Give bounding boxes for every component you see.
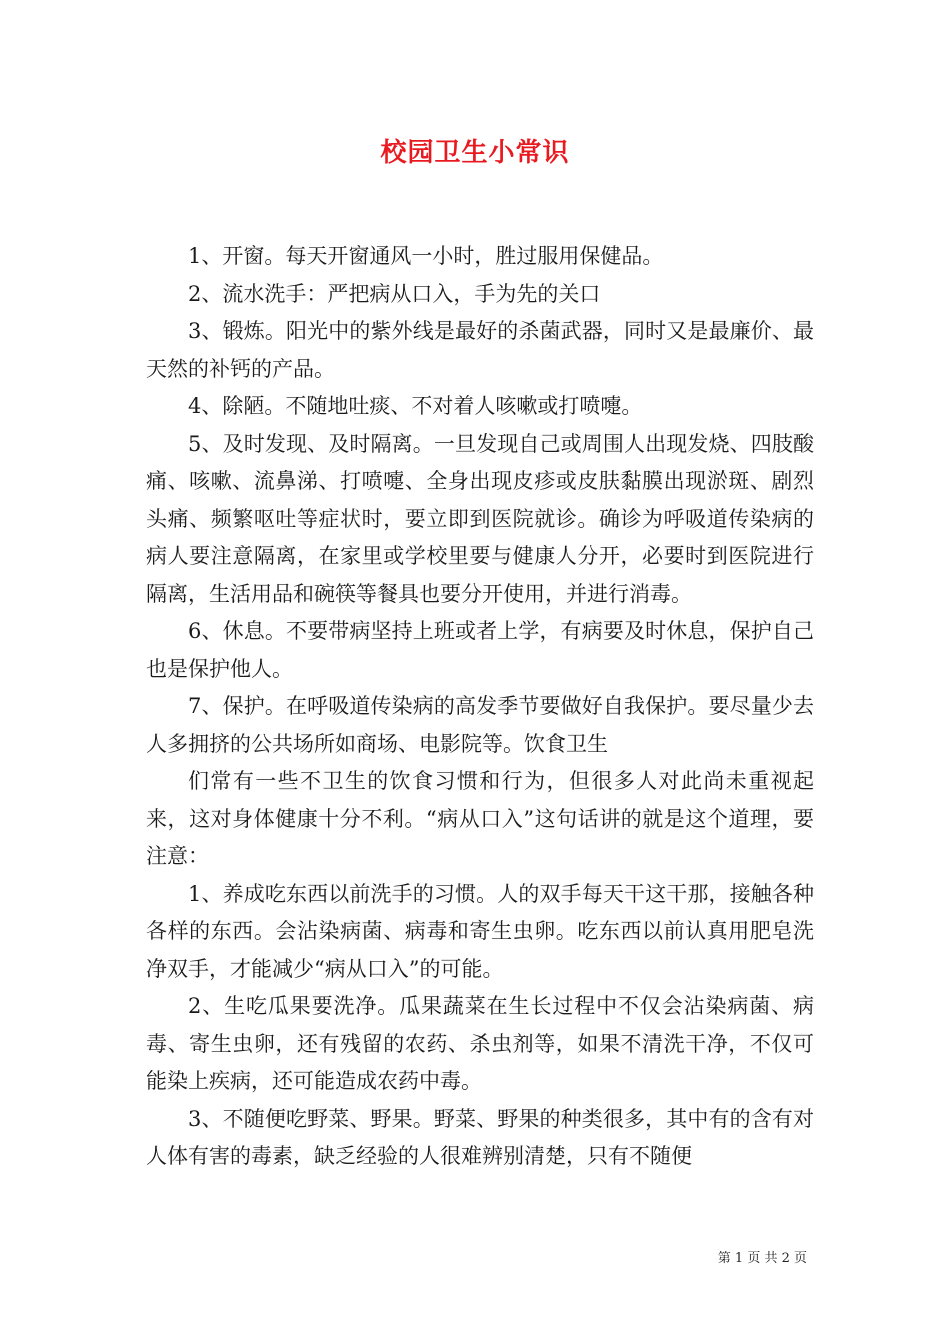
- paragraph-10: 2、生吃瓜果要洗净。瓜果蔬菜在生长过程中不仅会沾染病菌、病毒、寄生虫卵，还有残留的农药、杀虫剂等，如果不清洗干净，不仅可能染上疾病，还可能造成农药中毒。: [146, 994, 814, 1093]
- paragraph-3: 3、锻炼。阳光中的紫外线是最好的杀菌武器，同时又是最廉价、最天然的补钙的产品。: [146, 319, 814, 381]
- page-number: 第 1 页 共 2 页: [717, 1251, 807, 1266]
- document-title: 校园卫生小常识: [380, 138, 570, 168]
- paragraph-5: 5、及时发现、及时隔离。一旦发现自己或周围人出现发烧、四肢酸痛、咳嗽、流鼻涕、打喷嚏、全身出现皮疹或皮肤黏膜出现淤斑、剧烈头痛、频繁呕吐等症状时，要立即到医院就诊。确诊为呼吸道传染病的病人要注意隔离，在家里或学校里要与健康人分开，必要时到医院进行隔离，生活用品和碗筷等餐具也要分开使用，并进行消毒。: [146, 431, 814, 606]
- paragraph-11: 3、不随便吃野菜、野果。野菜、野果的种类很多，其中有的含有对人体有害的毒素，缺乏经验的人很难辨别清楚，只有不随便: [146, 1106, 814, 1168]
- paragraph-9: 1、养成吃东西以前洗手的习惯。人的双手每天干这干那，接触各种各样的东西。会沾染病菌、病毒和寄生虫卵。吃东西以前认真用肥皂洗净双手，才能减少“病从口入”的可能。: [146, 881, 814, 981]
- paragraph-7: 7、保护。在呼吸道传染病的高发季节要做好自我保护。要尽量少去人多拥挤的公共场所如商场、电影院等。饮食卫生: [146, 694, 814, 756]
- paragraph-6: 6、休息。不要带病坚持上班或者上学，有病要及时休息，保护自己也是保护他人。: [146, 619, 814, 681]
- paragraph-4: 4、除陋。不随地吐痰、不对着人咳嗽或打喷嚏。: [188, 394, 643, 418]
- paragraph-2: 2、流水洗手：严把病从口入，手为先的关口: [188, 281, 601, 306]
- paragraph-8: 们常有一些不卫生的饮食习惯和行为，但很多人对此尚未重视起来，这对身体健康十分不利。“病从口入”这句话讲的就是这个道理，要注意：: [146, 769, 814, 868]
- document-body: [146, 238, 814, 1176]
- paragraph-1: 1、开窗。每天开窗通风一小时，胜过服用保健品。: [188, 244, 664, 268]
